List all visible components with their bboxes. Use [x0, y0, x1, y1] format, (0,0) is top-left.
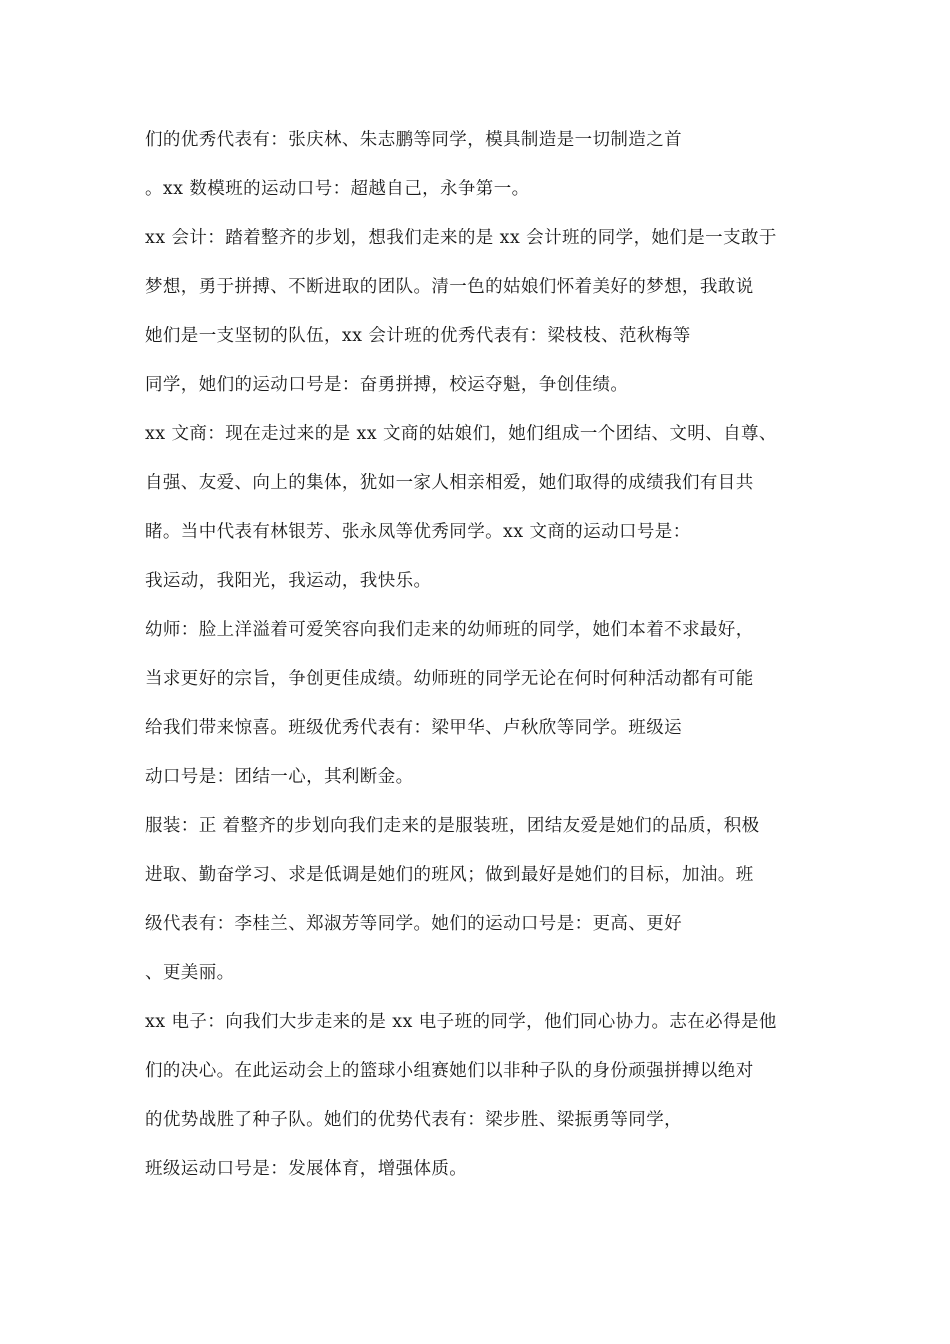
text-line: 。xx 数模班的运动口号：超越自己，永争第一。: [145, 179, 530, 199]
text-line: 给我们带来惊喜。班级优秀代表有：梁甲华、卢秋欣等同学。班级运: [145, 718, 682, 738]
text-line: 们的决心。在此运动会上的篮球小组赛她们以非种子队的身份顽强拼搏以绝对: [145, 1061, 754, 1081]
text-line: 进取、勤奋学习、求是低调是她们的班风；做到最好是她们的目标，加油。班: [145, 865, 754, 885]
text-line: 的优势战胜了种子队。她们的优势代表有：梁步胜、梁振勇等同学，: [145, 1110, 682, 1130]
text-line: 服装：正 着整齐的步划向我们走来的是服装班，团结友爱是她们的品质，积极: [145, 816, 760, 836]
document-body: [145, 124, 815, 1202]
text-line: 睹。当中代表有林银芳、张永凤等优秀同学。xx 文商的运动口号是：: [145, 522, 691, 542]
text-line: xx 会计：踏着整齐的步划，想我们走来的是 xx 会计班的同学，她们是一支敢于: [145, 228, 777, 248]
text-line: 班级运动口号是：发展体育，增强体质。: [145, 1159, 468, 1179]
text-line: xx 电子：向我们大步走来的是 xx 电子班的同学，他们同心协力。志在必得是他: [145, 1012, 777, 1032]
text-line: 们的优秀代表有：张庆林、朱志鹏等同学，模具制造是一切制造之首: [145, 130, 682, 150]
text-line: 梦想，勇于拼搏、不断进取的团队。清一色的姑娘们怀着美好的梦想，我敢说: [145, 277, 754, 297]
text-line: 级代表有：李桂兰、郑淑芳等同学。她们的运动口号是：更高、更好: [145, 914, 682, 934]
text-line: 幼师：脸上洋溢着可爱笑容向我们走来的幼师班的同学，她们本着不求最好，: [145, 620, 754, 640]
text-line: 动口号是：团结一心，其利断金。: [145, 767, 414, 787]
text-line: 她们是一支坚韧的队伍，xx 会计班的优秀代表有：梁枝枝、范秋梅等: [145, 326, 691, 346]
text-line: 我运动，我阳光，我运动，我快乐。: [145, 571, 432, 591]
text-line: 同学，她们的运动口号是：奋勇拼搏，校运夺魁，争创佳绩。: [145, 375, 629, 395]
text-line: 、更美丽。: [145, 963, 235, 983]
text-line: 自强、友爱、向上的集体，犹如一家人相亲相爱，她们取得的成绩我们有目共: [145, 473, 754, 493]
text-line: xx 文商：现在走过来的是 xx 文商的姑娘们，她们组成一个团结、文明、自尊、: [145, 424, 777, 444]
text-line: 当求更好的宗旨，争创更佳成绩。幼师班的同学无论在何时何种活动都有可能: [145, 669, 754, 689]
